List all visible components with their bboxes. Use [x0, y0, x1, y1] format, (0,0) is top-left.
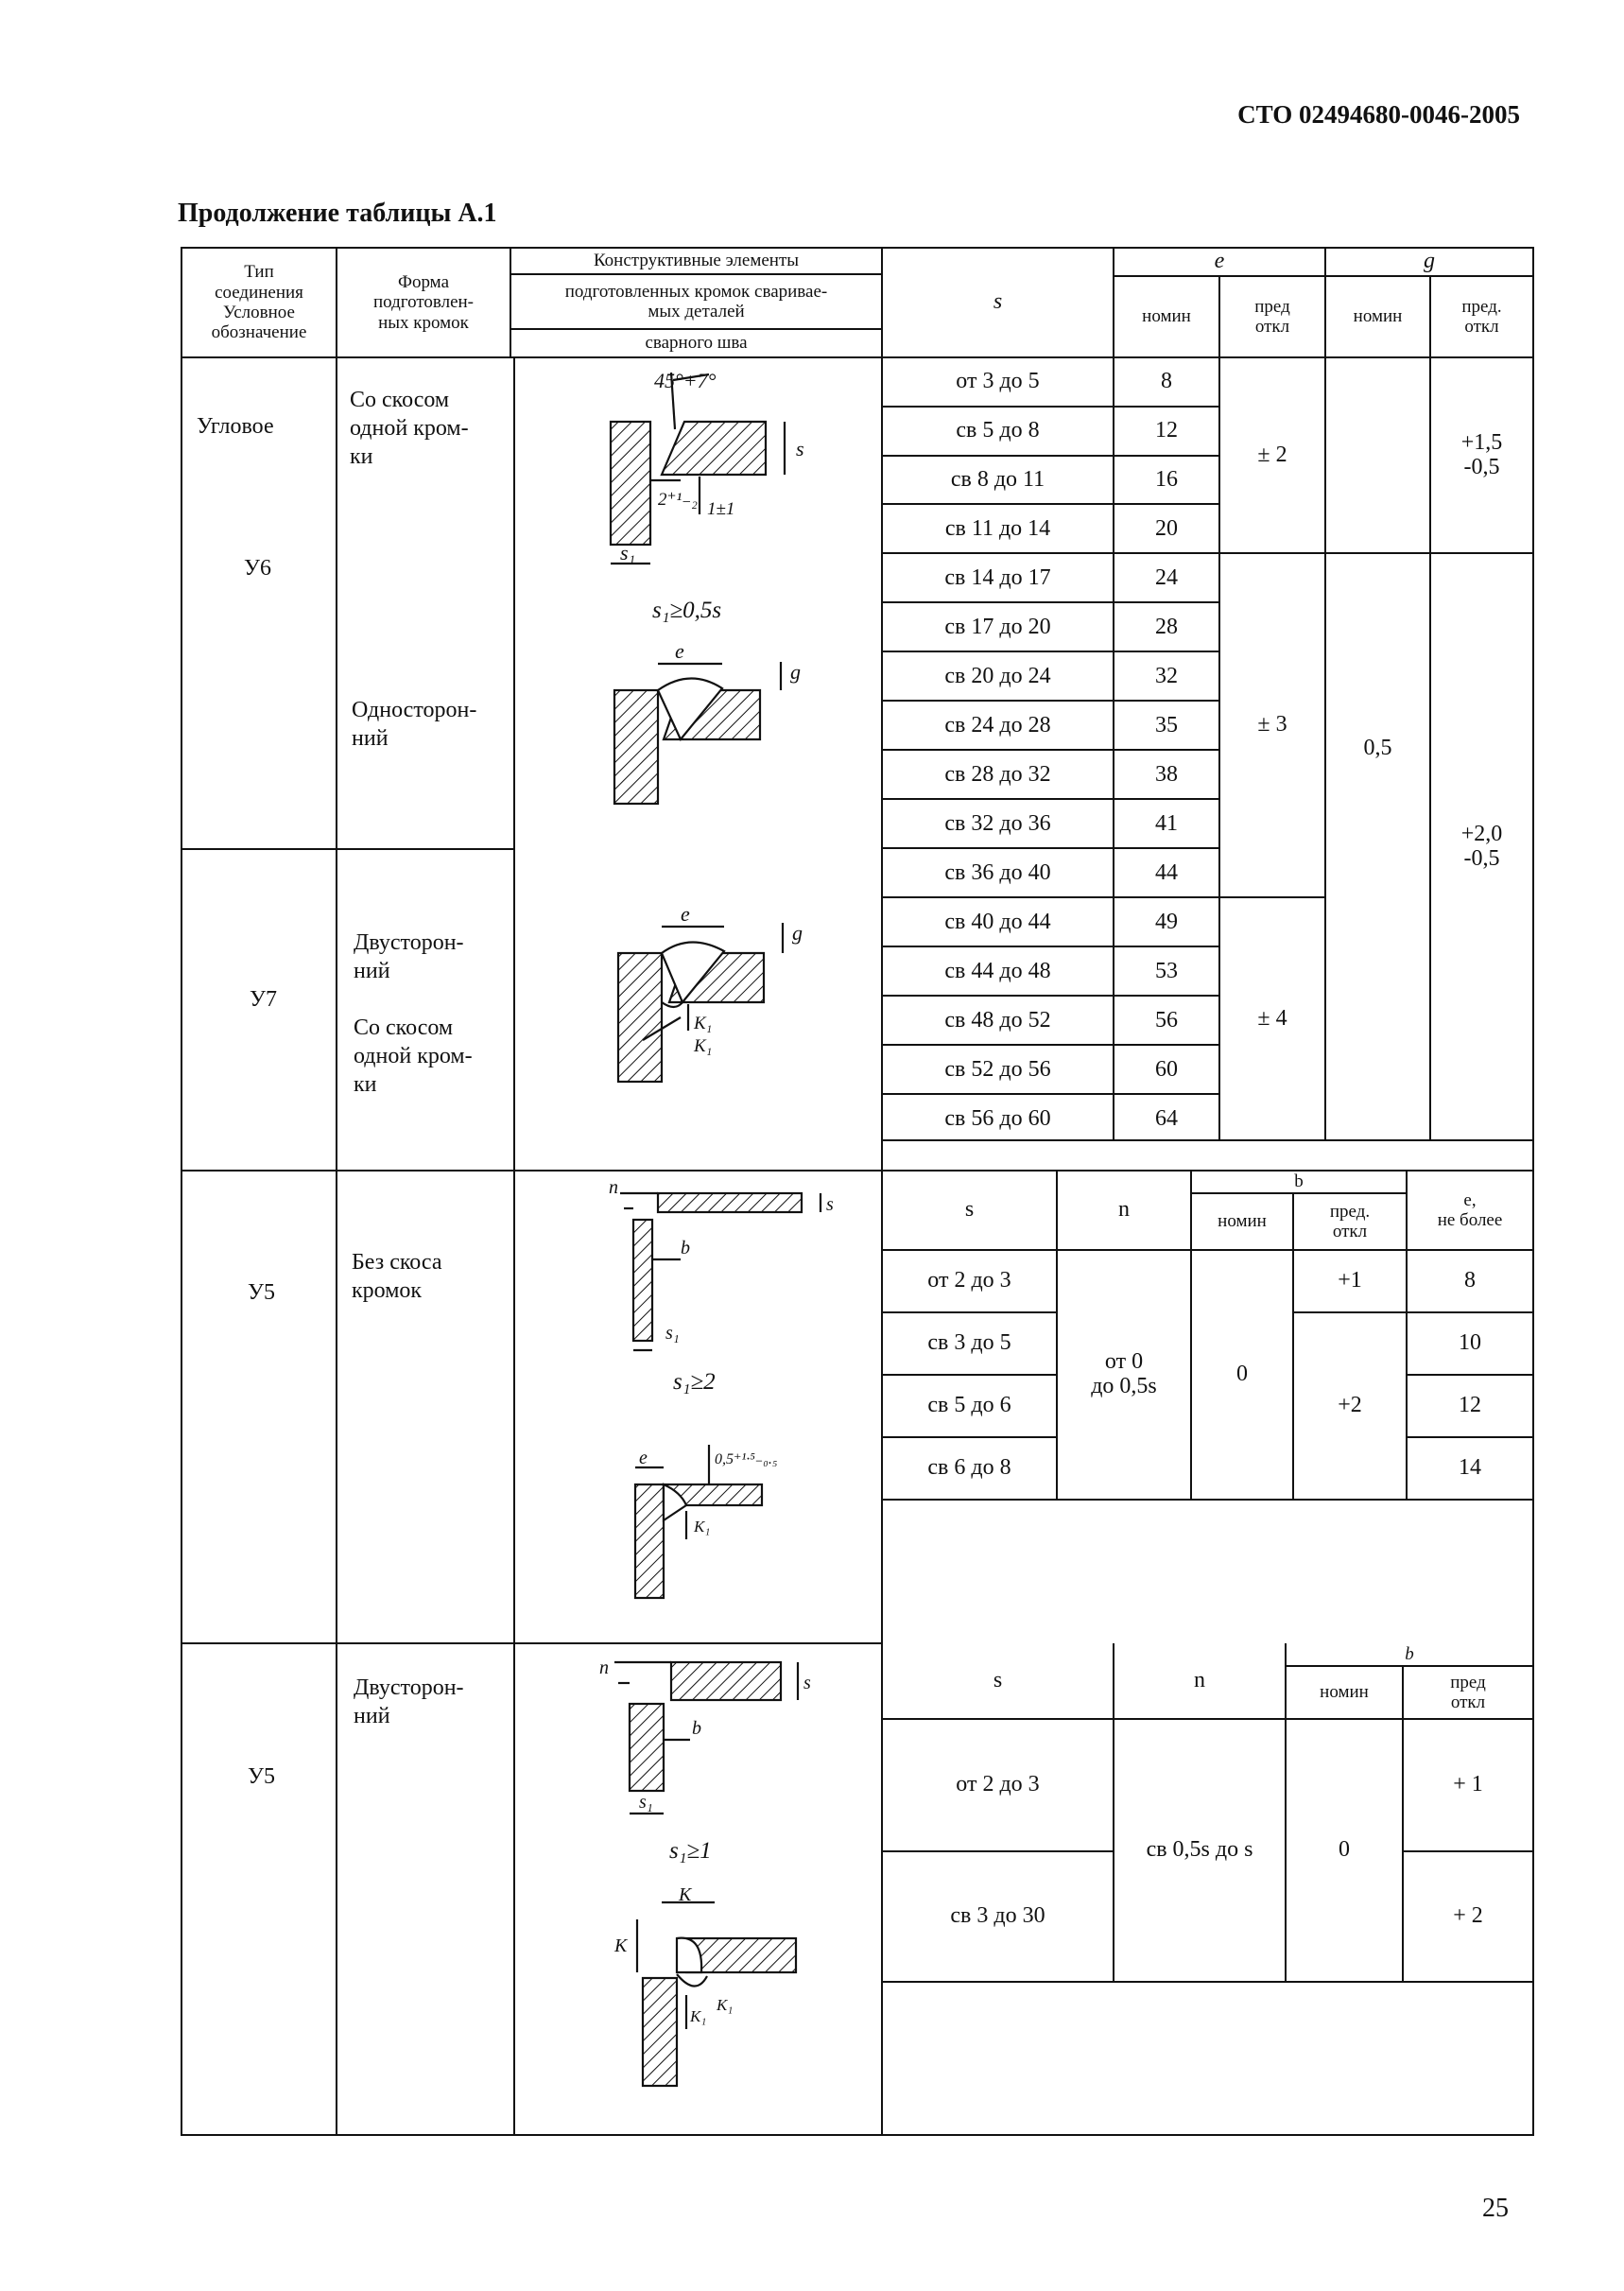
u5a-s-range-cell: св 5 до 6	[927, 1393, 1011, 1418]
u5a-header-s: s	[964, 1197, 975, 1223]
drawing-u5a-weld	[596, 1407, 813, 1605]
s-range-cell: св 52 до 56	[944, 1057, 1051, 1083]
drawing-u6-edges	[529, 363, 870, 599]
header-e: e	[1214, 249, 1225, 274]
label-k1-u5b: K₁	[690, 2007, 707, 2025]
u5a-header-b: b	[1294, 1172, 1304, 1192]
u5b-n-value: св 0,5s до s	[1146, 1837, 1253, 1863]
e-nominal-cell: 28	[1155, 615, 1178, 640]
s-range-cell: св 28 до 32	[944, 762, 1051, 788]
condition-s1-u5b: s₁≥1	[669, 1838, 712, 1864]
e-nominal-cell: 35	[1155, 713, 1178, 738]
s-range-cell: св 14 до 17	[944, 565, 1051, 591]
drawing-u7-weld	[529, 898, 870, 1087]
u5a-b-deviation-1: +1	[1338, 1268, 1362, 1293]
joint-type-angular: Угловое	[197, 414, 274, 439]
form-bevel-one-edge: Со скосом одной кром- ки	[350, 388, 469, 469]
condition-s1-u5a: s₁≥2	[673, 1369, 716, 1395]
e-nominal-cell: 53	[1155, 959, 1178, 984]
e-nominal-cell: 12	[1155, 418, 1178, 443]
u5a-header-b-nominal: номин	[1218, 1211, 1267, 1232]
s-range-cell: св 24 до 28	[944, 713, 1051, 738]
u5a-s-range-cell: от 2 до 3	[927, 1268, 1011, 1293]
e-nominal-cell: 38	[1155, 762, 1178, 788]
e-nominal-cell: 32	[1155, 664, 1178, 689]
form-bevel-one-edge-2: Со скосом одной кром- ки	[354, 1015, 473, 1097]
label-g: g	[790, 660, 801, 684]
s-range-cell: св 17 до 20	[944, 615, 1051, 640]
drawing-u5a-edges	[567, 1165, 851, 1354]
label-root: 1±1	[707, 499, 735, 519]
label-n-u5b: n	[599, 1658, 609, 1678]
u5b-b-nominal: 0	[1339, 1837, 1350, 1863]
e-nominal-cell: 64	[1155, 1106, 1178, 1132]
form-two-sided: Двусторон- ний	[354, 930, 464, 983]
u5b-b-deviation-2: + 2	[1453, 1903, 1483, 1929]
u5b-header-b-deviation: пред откл	[1450, 1672, 1486, 1712]
s-range-cell: св 20 до 24	[944, 664, 1051, 689]
u5b-s-value-1: от 2 до 3	[956, 1772, 1040, 1797]
header-s: s	[993, 289, 1003, 315]
g-deviation-1: +1,5 -0,5	[1460, 429, 1503, 479]
e-nominal-cell: 16	[1155, 467, 1178, 493]
g-nominal: 0,5	[1363, 736, 1392, 761]
s-range-cell: св 44 до 48	[944, 959, 1051, 984]
e-nominal-cell: 44	[1155, 860, 1178, 886]
code-u6: У6	[244, 556, 271, 581]
header-edge-form: Форма подготовлен- ных кромок	[372, 272, 475, 333]
page-number: 25	[1482, 2194, 1509, 2223]
drawing-u6-weld	[529, 633, 870, 813]
u5a-header-n: n	[1118, 1197, 1130, 1223]
label-g-u7: g	[792, 921, 803, 945]
label-k-side: K	[614, 1935, 628, 1956]
label-s1-u5b: s₁	[639, 1792, 653, 1813]
u5b-b-deviation-1: + 1	[1453, 1772, 1483, 1797]
e-deviation-1: ± 2	[1257, 442, 1287, 467]
form-no-bevel: Без скоса кромок	[352, 1250, 442, 1303]
u5a-s-range-cell: св 3 до 5	[927, 1330, 1011, 1356]
e-nominal-cell: 8	[1161, 369, 1172, 394]
u5a-header-e: e, не более	[1437, 1189, 1503, 1230]
u5b-header-b-nominal: номин	[1320, 1682, 1369, 1703]
form-one-sided: Односторон- ний	[352, 698, 477, 751]
label-k1-u5b-b: K₁	[717, 1996, 734, 2014]
code-u7: У7	[250, 987, 277, 1012]
u5b-s-value-2: св 3 до 30	[950, 1903, 1045, 1929]
label-k-top: K	[679, 1887, 692, 1905]
g-deviation-2: +2,0 -0,5	[1460, 821, 1503, 871]
u5b-header-n: n	[1194, 1668, 1205, 1693]
u5a-e-max-cell: 12	[1459, 1393, 1481, 1418]
label-k1-u5a: K₁	[694, 1518, 711, 1536]
e-nominal-cell: 49	[1155, 910, 1178, 935]
condition-s1-u6: s₁≥0,5s	[652, 598, 722, 623]
label-s1-u5a: s₁	[665, 1323, 680, 1344]
s-range-cell: св 40 до 44	[944, 910, 1051, 935]
label-e: e	[675, 639, 684, 663]
label-s1: s₁	[620, 541, 636, 564]
table-title: Продолжение таблицы А.1	[178, 199, 497, 228]
drawing-u5b-weld	[596, 1887, 822, 2095]
label-e-u5a: e	[639, 1448, 648, 1468]
u5a-b-deviation-2: +2	[1338, 1393, 1362, 1418]
s-range-cell: св 36 до 40	[944, 860, 1051, 886]
header-g-deviation: пред. откл	[1461, 296, 1502, 337]
label-k1-u7-b: K₁	[694, 1036, 713, 1056]
label-angle: 45°+7°	[654, 369, 717, 392]
u5a-s-range-cell: св 6 до 8	[927, 1455, 1011, 1481]
u5b-header-b: b	[1405, 1644, 1414, 1665]
e-nominal-cell: 20	[1155, 516, 1178, 542]
document-code: СТО 02494680-0046-2005	[1237, 100, 1520, 129]
header-e-deviation: пред откл	[1254, 296, 1290, 337]
label-gap: 2⁺¹₋₂	[658, 490, 698, 510]
header-e-nominal: номин	[1142, 306, 1191, 327]
s-range-cell: св 8 до 11	[950, 467, 1045, 493]
u5a-e-max-cell: 10	[1459, 1330, 1481, 1356]
header-weld: сварного шва	[645, 333, 748, 354]
label-s-u5a: s	[826, 1194, 834, 1215]
u5b-header-s: s	[993, 1668, 1003, 1693]
e-nominal-cell: 41	[1155, 811, 1178, 837]
header-elements: Конструктивные элементы	[593, 251, 800, 271]
form-two-sided-u5b: Двусторон- ний	[354, 1675, 464, 1728]
label-s: s	[796, 437, 804, 460]
s-range-cell: от 3 до 5	[956, 369, 1040, 394]
u5a-e-max-cell: 14	[1459, 1455, 1481, 1481]
label-b: b	[681, 1238, 690, 1258]
s-range-cell: св 32 до 36	[944, 811, 1051, 837]
label-e-u7: e	[681, 902, 690, 926]
u5a-e-max-cell: 8	[1464, 1268, 1476, 1293]
s-range-cell: св 11 до 14	[944, 516, 1051, 542]
label-b-u5b: b	[692, 1718, 701, 1739]
e-nominal-cell: 24	[1155, 565, 1178, 591]
header-g-nominal: номин	[1353, 306, 1403, 327]
e-deviation-2: ± 3	[1257, 712, 1287, 738]
label-s-u5b: s	[803, 1673, 811, 1693]
e-deviation-3: ± 4	[1257, 1005, 1287, 1031]
u5a-n-value: от 0 до 0,5s	[1091, 1349, 1157, 1398]
e-nominal-cell: 56	[1155, 1008, 1178, 1033]
header-prepared-edges: подготовленных кромок сваривае- мых деталей	[564, 281, 828, 321]
header-g: g	[1424, 249, 1435, 274]
s-range-cell: св 5 до 8	[956, 418, 1040, 443]
label-n: n	[609, 1177, 618, 1198]
u5a-b-nominal: 0	[1236, 1362, 1248, 1387]
e-nominal-cell: 60	[1155, 1057, 1178, 1083]
code-u5-a: У5	[248, 1280, 275, 1305]
label-k1-u7: K₁	[694, 1014, 713, 1033]
label-bevel: 0,5⁺¹·⁵₋₀.₅	[715, 1451, 778, 1467]
drawing-u5b-edges	[586, 1645, 832, 1825]
code-u5-b: У5	[248, 1764, 275, 1789]
s-range-cell: св 56 до 60	[944, 1106, 1051, 1132]
header-joint-type: Тип соединения Условное обозначение	[211, 262, 307, 343]
s-range-cell: св 48 до 52	[944, 1008, 1051, 1033]
u5a-header-b-deviation: пред. откл	[1329, 1201, 1371, 1241]
